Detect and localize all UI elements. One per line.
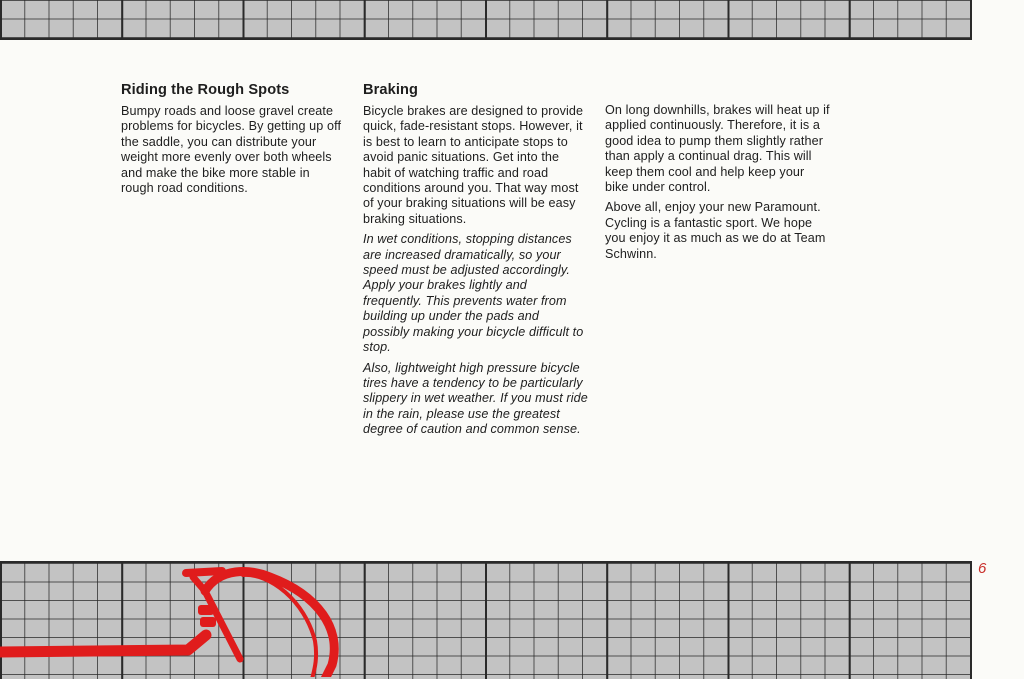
paragraph: Bumpy roads and loose gravel create problems for bicycles. By getting up off the saddle, you can distribute your weight more evenly over both wheels and make the bike more stable in rough road conditions. xyxy=(121,104,342,196)
heading-rough-spots: Riding the Rough Spots xyxy=(121,82,290,98)
paragraph-tires: Also, lightweight high pressure bicycle tires have a tendency to be particularly slippery in wet weather. If you must ride in the rain, please use the greatest degree of caution and common sense. xyxy=(363,360,588,437)
column-downhills xyxy=(605,103,830,267)
column-rough-spots xyxy=(121,82,346,201)
paragraph-enjoy: Above all, enjoy your new Paramount. Cycling is a fantastic sport. We hope you enjoy it as much as we do at Team Schwinn. xyxy=(605,200,826,261)
heading-braking: Braking xyxy=(363,82,419,98)
paragraph-wet-conditions: In wet conditions, stopping distances are increased dramatically, so your speed must be adjusted accordingly. Apply your brakes lightly and frequently. This prevents water from building up under the pads and possibly making your bicycle difficult to stop. xyxy=(363,232,584,355)
paragraph: On long downhills, brakes will heat up if applied continuously. Therefore, it is a good idea to pump them slightly rather than apply a continual drag. This will keep them cool and help keep your bike under control. xyxy=(605,103,830,195)
page-number: 6 xyxy=(978,560,987,577)
column-braking xyxy=(363,82,588,443)
decorative-grid-top xyxy=(0,0,972,40)
handlebar-illustration xyxy=(0,561,360,677)
paragraph: Bicycle brakes are designed to provide quick, fade-resistant stops. However, it is best to learn to anticipate stops to avoid panic situations. Get into the habit of watching traffic and road conditions around you. That way most of your braking situations will be easy braking situations. xyxy=(363,104,584,226)
